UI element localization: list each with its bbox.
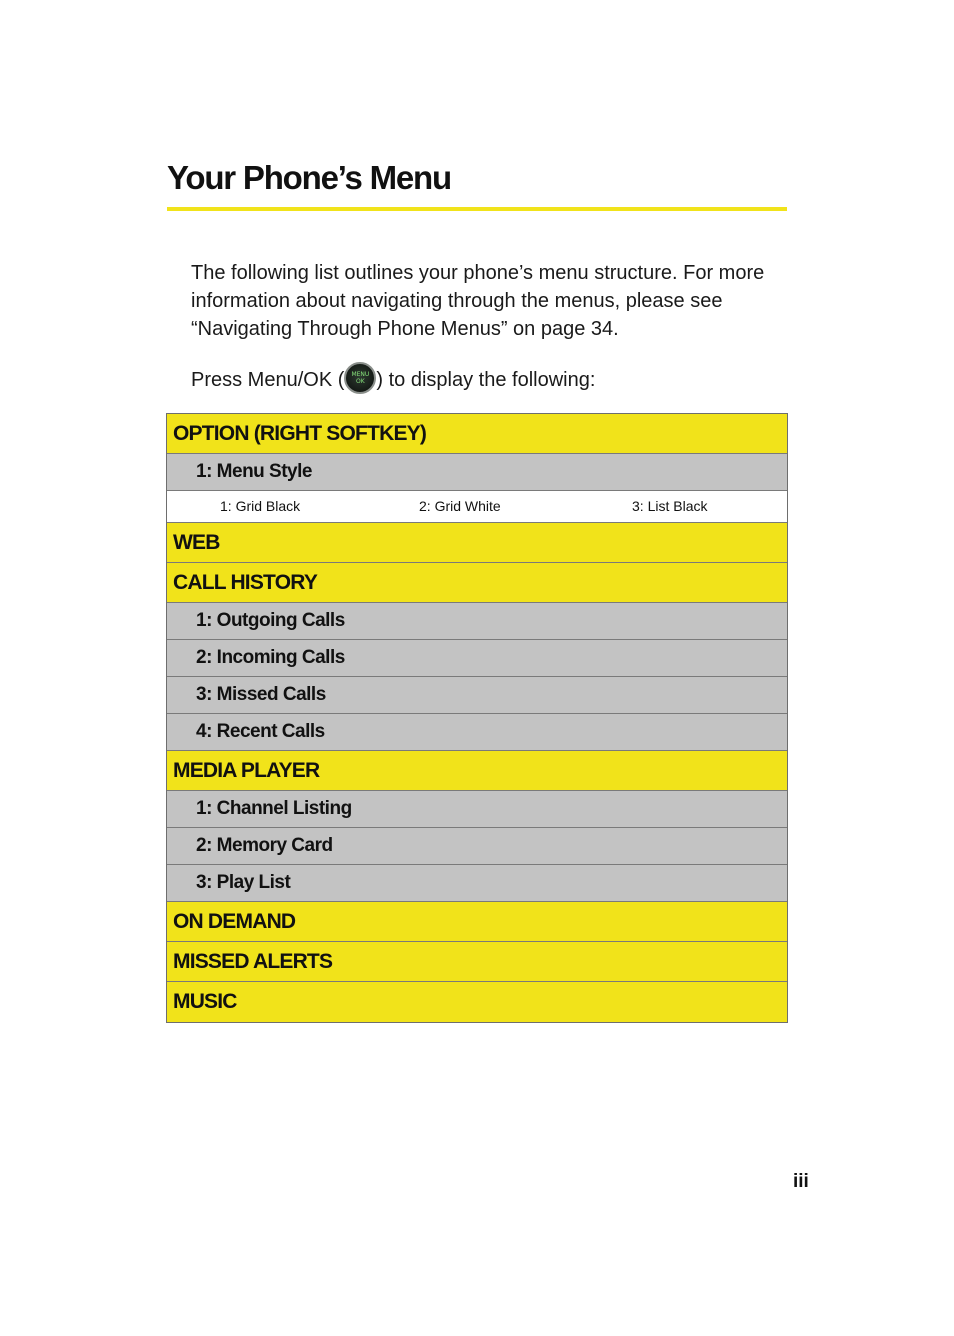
menu-category-music: [167, 982, 787, 1022]
page-number: iii: [793, 1171, 809, 1192]
menu-key-label-menu: MENU: [351, 371, 370, 378]
menu-category-option: [167, 414, 787, 454]
subitem-label: 1: Menu Style: [196, 461, 312, 482]
category-label: OPTION (RIGHT SOFTKEY): [173, 421, 427, 445]
subitem-label: 2: Memory Card: [196, 835, 333, 856]
menu-category-call-history: [167, 563, 787, 603]
intro-paragraph: The following list outlines your phone’s menu structure. For more information about navigating through the menus, please see “Navigating Through Phone Menus” on page 34.: [191, 262, 765, 340]
menu-subitem-missed-calls: [167, 677, 787, 714]
category-label: CALL HISTORY: [173, 570, 318, 594]
menu-subitem-incoming-calls: [167, 640, 787, 677]
menu-category-on-demand: [167, 902, 787, 942]
menu-subitem-menu-style: [167, 454, 787, 491]
subitem-label: 1: Channel Listing: [196, 798, 352, 819]
menu-style-options-row: [167, 491, 787, 523]
menu-key-label-ok: OK: [356, 378, 365, 385]
menu-subitem-outgoing-calls: [167, 603, 787, 640]
subitem-label: 3: Missed Calls: [196, 684, 326, 705]
menu-subitem-memory-card: [167, 828, 787, 865]
press-instruction: [191, 362, 595, 395]
category-label: MISSED ALERTS: [173, 949, 333, 973]
menu-subitem-play-list: [167, 865, 787, 902]
menu-category-media-player: [167, 751, 787, 791]
subitem-label: 1: Outgoing Calls: [196, 610, 345, 631]
page-title: Your Phone’s Menu: [167, 159, 451, 196]
category-label: WEB: [173, 530, 220, 554]
title-rule: [167, 207, 787, 211]
menu-subitem-recent-calls: [167, 714, 787, 751]
category-label: MUSIC: [173, 990, 237, 1013]
subitem-label: 3: Play List: [196, 872, 291, 893]
category-label: MEDIA PLAYER: [173, 758, 320, 782]
press-text-after: ) to display the following:: [376, 369, 596, 391]
subitem-label: 2: Incoming Calls: [196, 647, 345, 668]
menu-structure-table: [166, 413, 788, 1023]
menu-style-option-list-black: 3: List Black: [632, 498, 708, 514]
menu-ok-key-icon: [344, 362, 376, 394]
menu-subitem-channel-listing: [167, 791, 787, 828]
category-label: ON DEMAND: [173, 909, 296, 933]
subitem-label: 4: Recent Calls: [196, 721, 325, 742]
menu-style-option-grid-white: 2: Grid White: [419, 498, 501, 514]
menu-category-missed-alerts: [167, 942, 787, 982]
press-text-before: Press Menu/OK (: [191, 369, 345, 391]
menu-style-option-grid-black: 1: Grid Black: [220, 498, 301, 514]
menu-category-web: [167, 523, 787, 563]
